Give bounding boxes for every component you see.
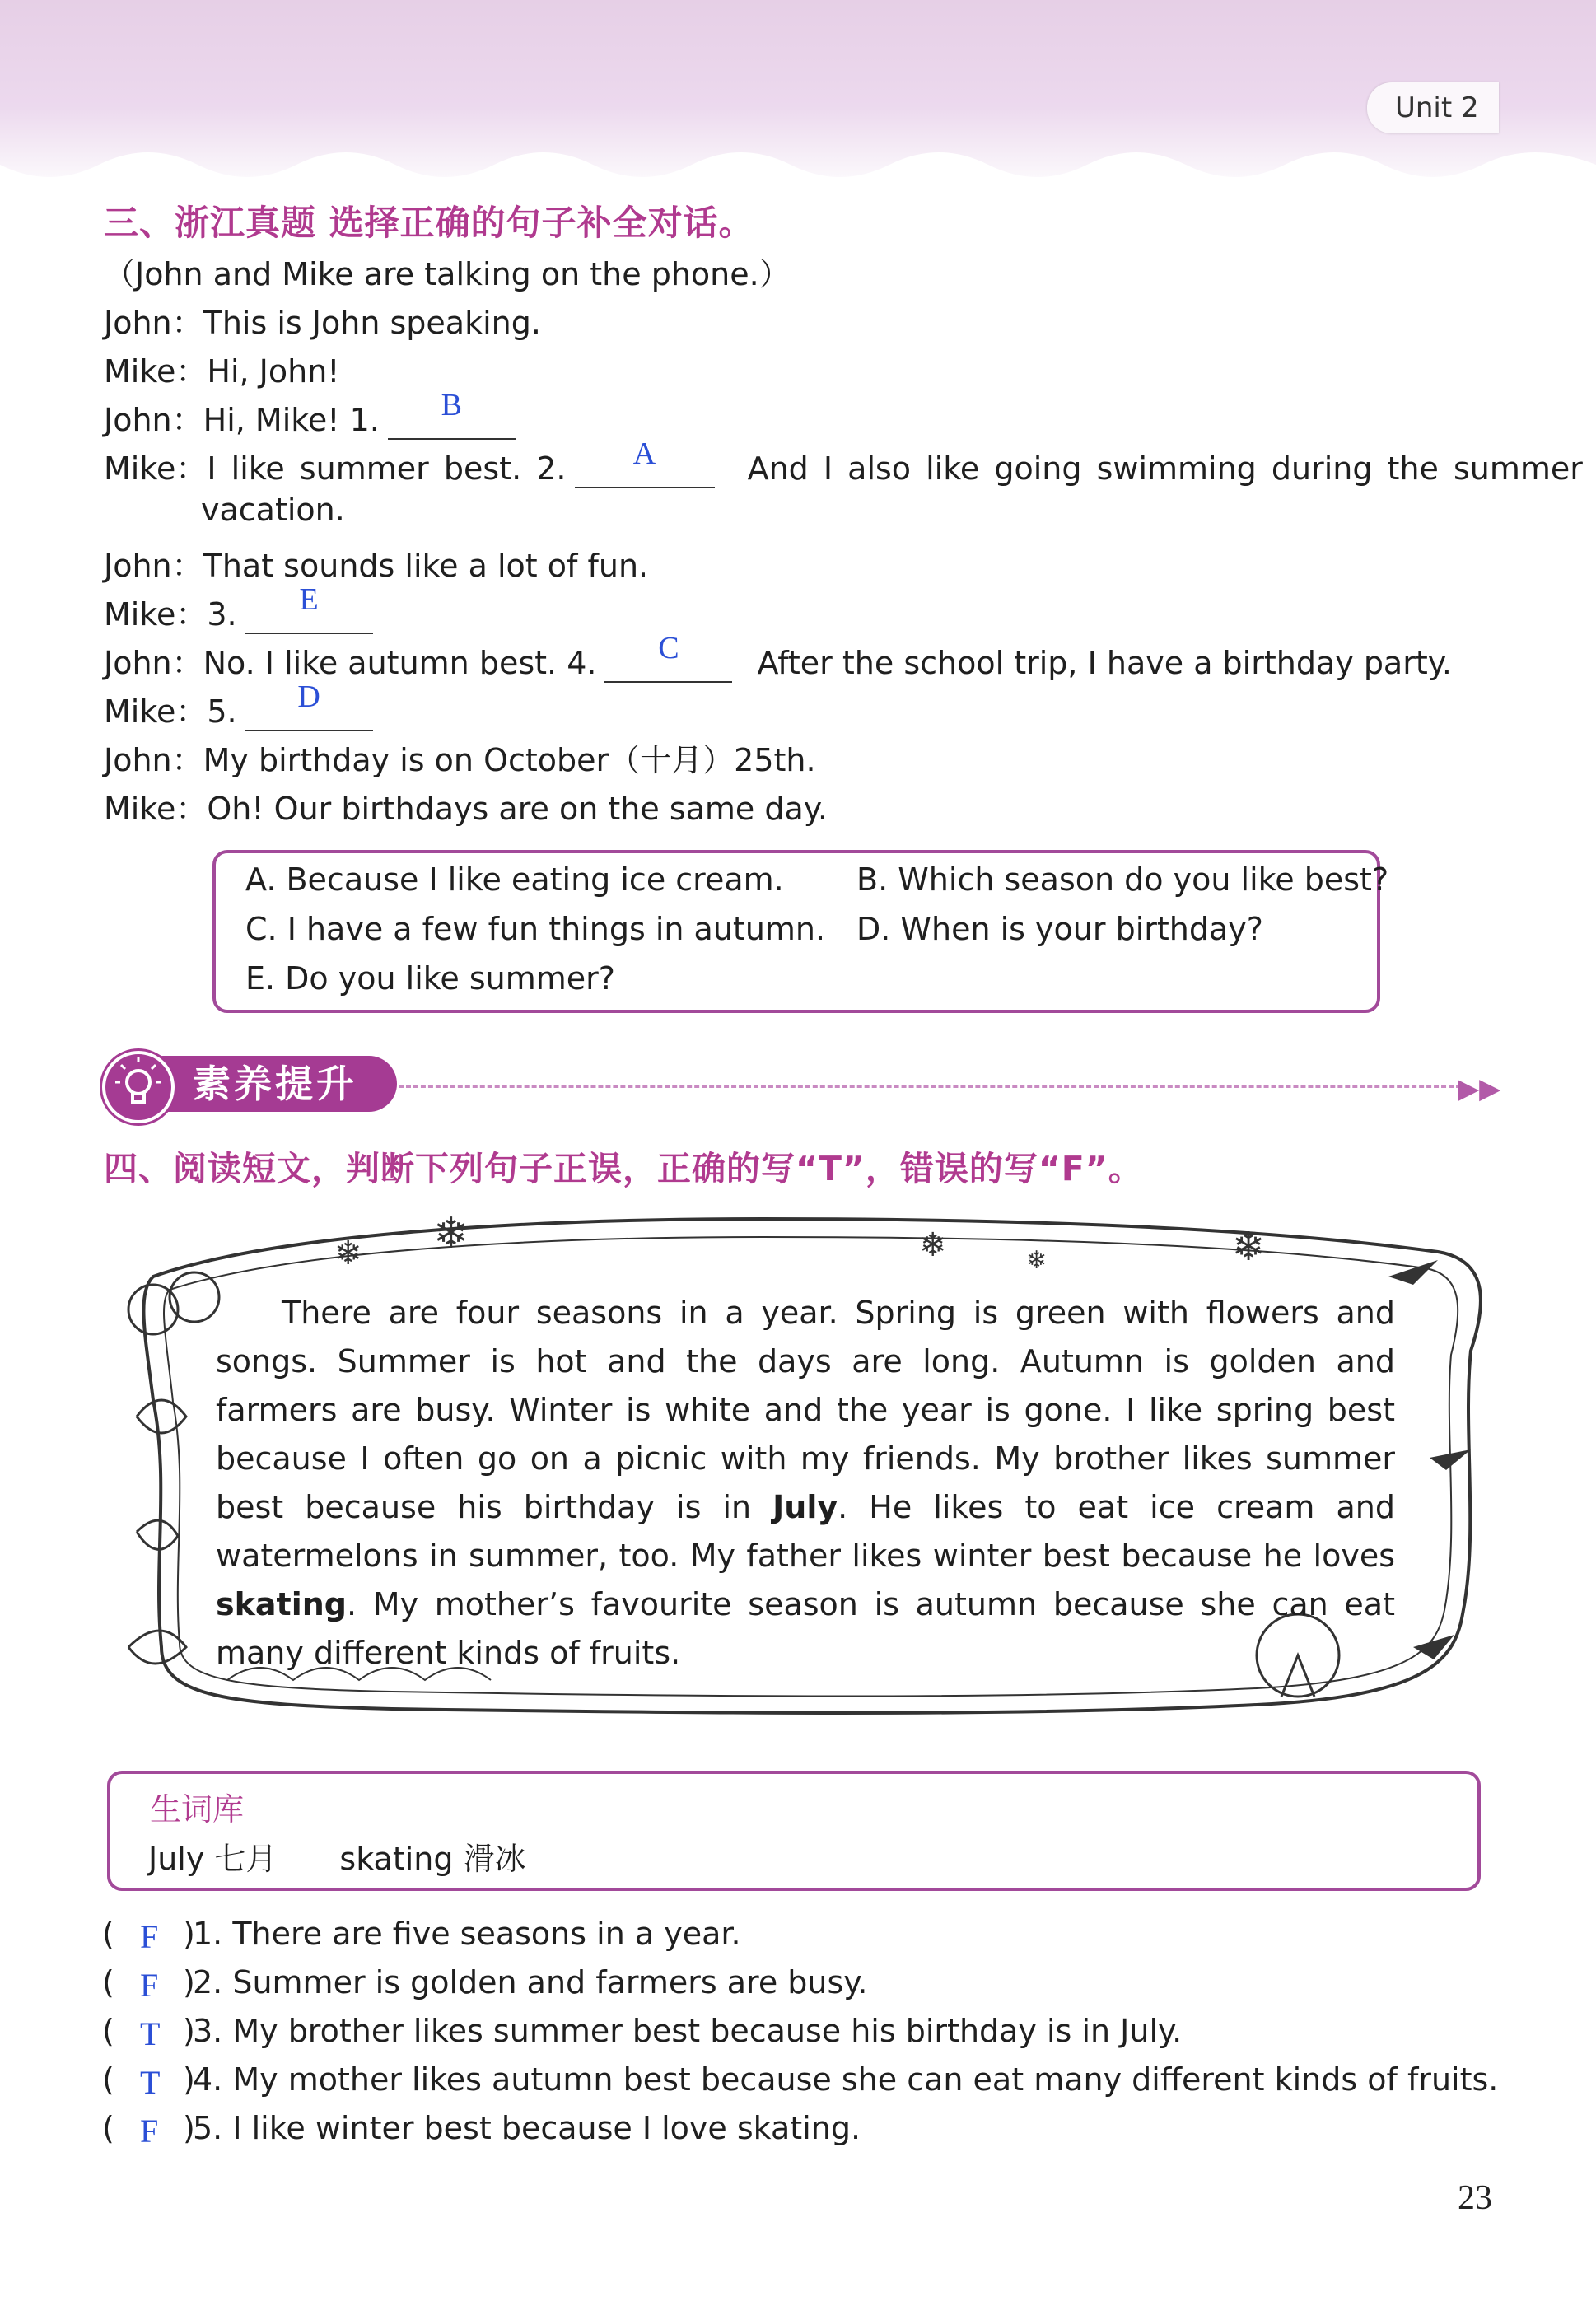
tf-answer: F: [140, 1967, 159, 2004]
option-e: E. Do you like summer?: [245, 960, 615, 997]
answer-3: E: [299, 582, 319, 617]
line-text: That sounds like a lot of fun.: [203, 548, 649, 584]
tf-text: 5. I like winter best because I love skating.: [193, 2110, 861, 2146]
line-text: 5.: [207, 693, 237, 730]
tf-question: [102, 1916, 741, 1955]
option-a: A. Because I like eating ice cream.: [245, 861, 784, 898]
passage-bold-july: July: [772, 1489, 838, 1525]
svg-text:❄: ❄: [1026, 1246, 1048, 1275]
svg-text:❄: ❄: [919, 1226, 947, 1264]
line-text: No. I like autumn best. 4.: [203, 645, 597, 681]
speaker: John：: [104, 305, 203, 341]
dialogue-line: [104, 631, 1452, 683]
passage-text-1: There are four seasons in a year. Spring is green with flowers and songs. Summer is hot and the days are long. Autumn is golden and farmers are busy. Winter is white and the year is gone. I like spring best because I often go on a picnic with my friends. My brother likes summer best because his birthday is in: [216, 1295, 1395, 1525]
speaker: John：: [104, 548, 203, 584]
tf-answer: T: [140, 2015, 161, 2052]
tf-question: [102, 1964, 868, 2004]
section3-title: 三、浙江真题 选择正确的句子补全对话。: [104, 203, 754, 243]
svg-text:❄: ❄: [1232, 1224, 1266, 1270]
option-c: C. I have a few fun things in autumn.: [245, 911, 826, 947]
answer-4: C: [658, 631, 679, 665]
answer-2: A: [632, 436, 656, 471]
tf-answer: F: [140, 2112, 159, 2150]
tf-answer: F: [140, 1918, 159, 1955]
speaker: John：: [104, 402, 203, 438]
speaker: Mike：: [104, 693, 208, 730]
answer-paren[interactable]: ( F ): [102, 2110, 195, 2150]
line-text: Oh! Our birthdays are on the same day.: [207, 791, 828, 827]
page-number: 23: [1458, 2179, 1492, 2217]
dialogue-line: [104, 735, 816, 780]
dialogue-line: [104, 582, 373, 634]
arrow-icon: ▶▶: [1458, 1072, 1501, 1105]
dialogue-line: [104, 388, 516, 440]
answer-blank-3[interactable]: [245, 582, 373, 634]
answer-blank-2[interactable]: [575, 436, 715, 488]
passage-bold-skating: skating: [216, 1586, 347, 1622]
line-text: I like summer best. 2.: [207, 450, 567, 487]
passage-text-2: . He likes to eat ice cream and watermelons in summer, too. My father likes winter best because he loves: [216, 1489, 1395, 1574]
unit-label: Unit 2: [1367, 82, 1499, 133]
lightbulb-icon: [102, 1051, 175, 1123]
answer-blank-4[interactable]: [604, 631, 732, 683]
tf-text: 1. There are five seasons in a year.: [193, 1916, 741, 1952]
dialogue-line: [104, 679, 373, 731]
speaker: Mike：: [104, 596, 208, 633]
header-wave: [0, 132, 1596, 206]
line-text: 3.: [207, 596, 237, 633]
answer-1: B: [441, 388, 463, 422]
speaker: Mike：: [104, 791, 208, 827]
line-text: This is John speaking.: [203, 305, 541, 341]
reading-passage: [216, 1289, 1395, 1678]
passage-text-3: . My mother’s favourite season is autumn because she can eat many different kinds of fruits.: [216, 1586, 1395, 1671]
answer-paren[interactable]: ( F ): [102, 1964, 195, 2004]
tf-question: [102, 2013, 1183, 2052]
vocabulary-box: [107, 1771, 1481, 1891]
dialogue-line: [104, 783, 828, 829]
section-divider: [399, 1085, 1461, 1088]
tf-text: 3. My brother likes summer best because his birthday is in July.: [193, 2013, 1183, 2049]
speaker: Mike：: [104, 353, 208, 390]
svg-text:❄: ❄: [334, 1235, 362, 1272]
line-text: Hi, John!: [207, 353, 340, 390]
tf-text: 4. My mother likes autumn best because she can eat many different kinds of fruits.: [193, 2061, 1499, 2098]
line-text-after: And I also like going swimming during the summer: [747, 450, 1583, 487]
tf-answer: T: [140, 2064, 161, 2101]
svg-text:❄: ❄: [433, 1209, 469, 1258]
answer-paren[interactable]: ( T ): [102, 2013, 195, 2052]
answer-blank-5[interactable]: [245, 679, 373, 731]
answer-paren[interactable]: ( T ): [102, 2061, 195, 2101]
answer-blank-1[interactable]: [388, 388, 516, 440]
dialogue-intro: （John and Mike are talking on the phone.）: [104, 256, 791, 292]
dialogue-line: [104, 297, 541, 343]
speaker: John：: [104, 645, 203, 681]
dialogue-line: [104, 436, 1583, 488]
tf-text: 2. Summer is golden and farmers are busy.: [193, 1964, 868, 2000]
badge-label: 素养提升: [135, 1056, 397, 1112]
options-box: [212, 850, 1389, 1013]
tf-question: [102, 2110, 861, 2150]
answer-paren[interactable]: ( F ): [102, 1916, 195, 1955]
option-b: B. Which season do you like best?: [856, 861, 1389, 898]
option-d: D. When is your birthday?: [856, 911, 1263, 947]
vocab-words: July 七月 skating 滑冰: [148, 1841, 526, 1877]
speaker: Mike：: [104, 450, 208, 487]
speaker: John：: [104, 742, 203, 778]
section4-title: 四、阅读短文，判断下列句子正误，正确的写“T”，错误的写“F”。: [104, 1149, 1143, 1188]
line-text-after: After the school trip, I have a birthday party.: [757, 645, 1452, 681]
section-badge: [102, 1051, 399, 1117]
line-text: My birthday is on October（十月）25th.: [203, 742, 816, 778]
vocab-title: 生词库: [150, 1791, 245, 1828]
tf-question: [102, 2061, 1499, 2101]
line-text: Hi, Mike! 1.: [203, 402, 380, 438]
dialogue-line: vacation.: [201, 492, 345, 528]
answer-5: D: [297, 679, 320, 714]
dialogue-line: [104, 540, 648, 586]
dialogue-line: [104, 346, 340, 391]
